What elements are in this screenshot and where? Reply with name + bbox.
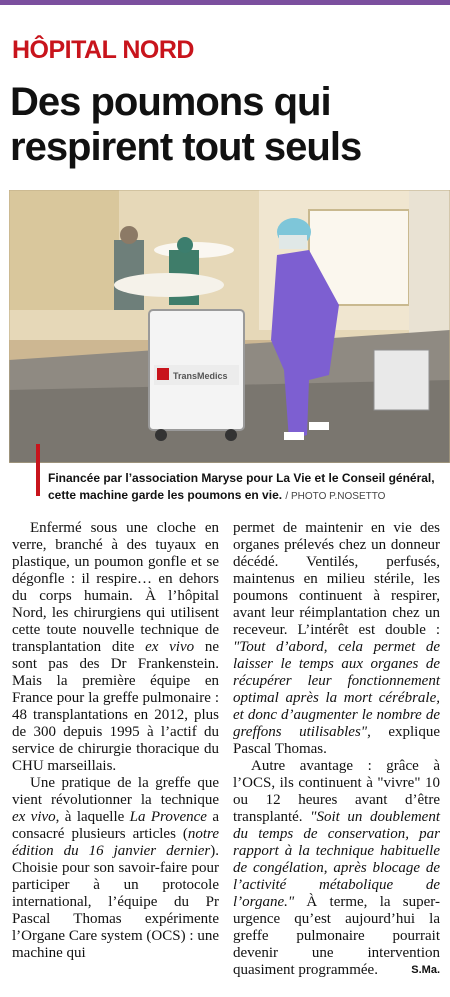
article-paragraph: Autre avantage : grâce à l’OCS, ils continuent à "vivre" 10 ou 12 heures avant d’être transplanté. "Soit un doublement du temps de conservation, par rapport à la technique habituelle de congélation, après blocage de l’activité métabolique de l’organe." À terme, la super-urgence qu’est aujourd’hui la greffe pulmonaire pourrait devenir une intervention quasiment programmée. S.Ma. — [233, 758, 440, 978]
article-column-left — [12, 520, 219, 962]
photo-credit: / PHOTO P.NOSETTO — [285, 491, 386, 502]
author-signature: S.Ma. — [411, 964, 440, 976]
section-kicker: HÔPITAL NORD — [12, 36, 194, 64]
article-column-right — [233, 520, 440, 979]
article-headline: Des poumons qui respirent tout seuls — [10, 80, 362, 169]
article-paragraph: Une pratique de la greffe que vient révolutionner la technique ex vivo, à laquelle La Provence a consacré plusieurs articles (notre édition du 16 janvier dernier). Choisie pour son savoir-faire pour participer à un protocole international, l’équipe du Pr Pascal Thomas expérimente l’Organe Care system (OCS) : une machine qui — [12, 775, 219, 961]
article-paragraph: permet de maintenir en vie des organes prélevés chez un donneur décédé. Ventilés, perfusés, maintenus en milieu stérile, les poumons continuent à respirer, avant leur réimplantation chez un receveur. L’intérêt est double : "Tout d’abord, cela permet de laisser le temps aux organes de récupérer leur fonctionnement optimal après la mort cérébrale, et donc d’augmenter le nombre de greffons utilisables", explique Pascal Thomas. — [233, 520, 440, 757]
caption-accent-bar — [36, 444, 40, 496]
article-paragraph: Enfermé sous une cloche en verre, branché à des tuyaux en plastique, un poumon gonfle et se dégonfle : il respire… en dehors du corps humain. À l’hôpital Nord, les chirurgiens qui utilisent cette toute nouvelle technique de transplantation dite ex vivo ne sont pas des Dr Frankenstein. Mais la première équipe en France pour la greffe pulmonaire : 48 transplantations en 2012, plus de 300 depuis 1995 à l’actif du service de chirurgie thoracique du CHU marseillais. — [12, 520, 219, 774]
machine-brand-label: TransMedics — [173, 371, 228, 381]
caption-text: Financée par l’association Maryse pour La Vie et le Conseil général, cette machine garde les poumons en vie. — [48, 471, 435, 502]
article-photo — [9, 190, 450, 463]
top-accent-bar — [0, 0, 450, 5]
photo-caption — [48, 470, 448, 505]
